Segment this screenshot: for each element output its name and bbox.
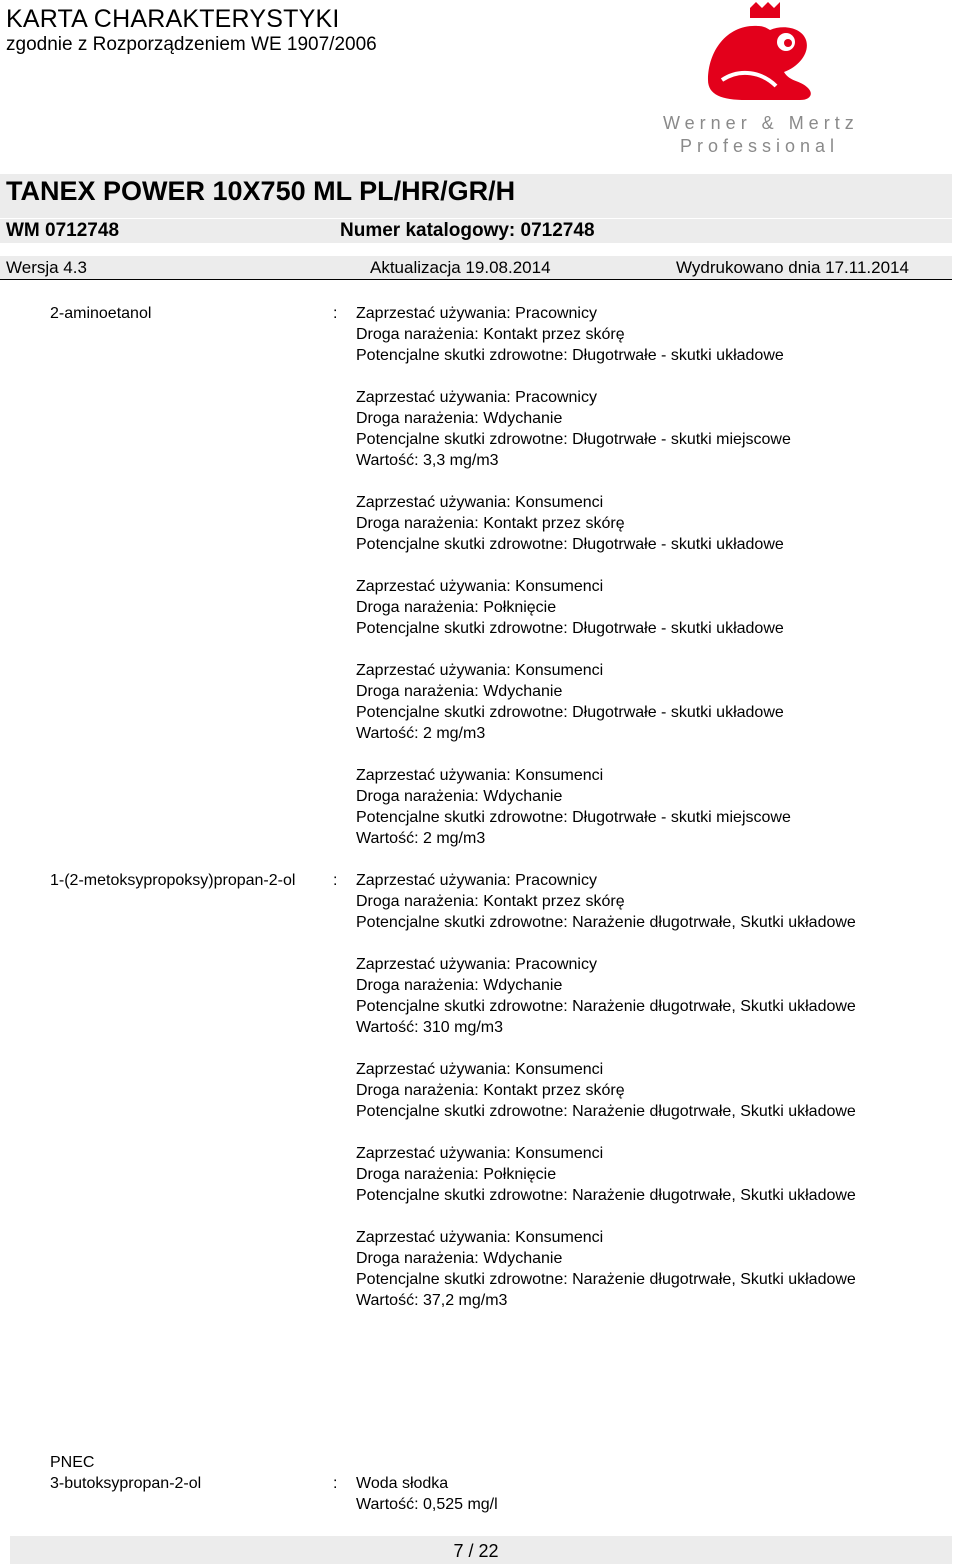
dnel-line: Wartość: 3,3 mg/m3 [356, 452, 499, 469]
dnel-line: Zaprzestać używania: Pracownicy [356, 956, 597, 973]
pnec-line: Wartość: 0,525 mg/l [356, 1496, 498, 1513]
product-name: TANEX POWER 10X750 ML PL/HR/GR/H [6, 176, 516, 206]
dnel-line: Zaprzestać używania: Pracownicy [356, 389, 597, 406]
dnel-block [356, 387, 856, 471]
dnel-line: Potencjalne skutki zdrowotne: Narażenie długotrwałe, Skutki układowe [356, 998, 856, 1015]
dnel-line: Potencjalne skutki zdrowotne: Narażenie długotrwałe, Skutki układowe [356, 914, 856, 931]
dnel-line: Zaprzestać używania: Konsumenci [356, 578, 604, 595]
dnel-block [356, 576, 856, 639]
dnel-line: Potencjalne skutki zdrowotne: Długotrwałe - skutki miejscowe [356, 431, 791, 448]
dnel-line: Wartość: 2 mg/m3 [356, 725, 486, 742]
substance-entry [0, 870, 960, 1311]
dnel-line: Potencjalne skutki zdrowotne: Narażenie długotrwałe, Skutki układowe [356, 1103, 856, 1120]
dnel-line: Wartość: 310 mg/m3 [356, 1019, 504, 1036]
wm-number: WM 0712748 [6, 220, 120, 241]
dnel-line: Wartość: 2 mg/m3 [356, 830, 486, 847]
svg-text:Professional: Professional [680, 136, 840, 156]
dnel-line: Potencjalne skutki zdrowotne: Długotrwałe - skutki układowe [356, 536, 784, 553]
dnel-line: Droga narażenia: Połknięcie [356, 1166, 557, 1183]
dnel-line: Zaprzestać używania: Konsumenci [356, 767, 604, 784]
print-date: Wydrukowano dnia 17.11.2014 [676, 258, 909, 277]
pnec-label: PNEC [50, 1454, 95, 1471]
frog-crown-icon [650, 0, 860, 160]
dnel-line: Droga narażenia: Wdychanie [356, 1250, 563, 1267]
dnel-block [356, 492, 856, 555]
werner-mertz-logo [650, 0, 860, 160]
substance-name: 3-butoksypropan-2-ol [50, 1475, 202, 1492]
pnec-entry [0, 1473, 960, 1515]
document-subtitle: zgodnie z Rozporządzeniem WE 1907/2006 [6, 34, 377, 55]
dnel-block [356, 765, 856, 849]
dnel-line: Droga narażenia: Kontakt przez skórę [356, 1082, 625, 1099]
substance-name: 2-aminoetanol [50, 305, 152, 322]
substance-entry [0, 303, 960, 849]
dnel-block [356, 1143, 856, 1206]
dnel-section [0, 303, 960, 1332]
dnel-line: Droga narażenia: Wdychanie [356, 788, 563, 805]
dnel-line: Droga narażenia: Wdychanie [356, 410, 563, 427]
dnel-block [356, 660, 856, 744]
dnel-line: Potencjalne skutki zdrowotne: Narażenie długotrwałe, Skutki układowe [356, 1187, 856, 1204]
dnel-line: Potencjalne skutki zdrowotne: Narażenie długotrwałe, Skutki układowe [356, 1271, 856, 1288]
dnel-line: Zaprzestać używania: Konsumenci [356, 662, 604, 679]
svg-text:Werner & Mertz: Werner & Mertz [663, 113, 859, 133]
separator-colon: : [333, 305, 338, 322]
dnel-line: Droga narażenia: Wdychanie [356, 977, 563, 994]
pnec-line: Woda słodka [356, 1475, 449, 1492]
dnel-line: Wartość: 37,2 mg/m3 [356, 1292, 508, 1309]
dnel-line: Zaprzestać używania: Pracownicy [356, 872, 597, 889]
dnel-line: Zaprzestać używania: Pracownicy [356, 305, 597, 322]
dnel-block [356, 954, 856, 1038]
update-date: Aktualizacja 19.08.2014 [370, 258, 551, 277]
dnel-block [356, 1227, 856, 1311]
substance-name: 1-(2-metoksypropoksy)propan-2-ol [50, 872, 296, 889]
dnel-line: Potencjalne skutki zdrowotne: Długotrwałe - skutki układowe [356, 620, 784, 637]
dnel-line: Droga narażenia: Kontakt przez skórę [356, 515, 625, 532]
dnel-line: Zaprzestać używania: Konsumenci [356, 1229, 604, 1246]
dnel-line: Zaprzestać używania: Konsumenci [356, 1061, 604, 1078]
separator-colon: : [333, 1475, 338, 1492]
dnel-line: Droga narażenia: Wdychanie [356, 683, 563, 700]
dnel-line: Zaprzestać używania: Konsumenci [356, 1145, 604, 1162]
dnel-block [356, 870, 856, 933]
dnel-block [356, 303, 856, 366]
page-number: 7 / 22 [453, 1541, 499, 1561]
separator-colon: : [333, 872, 338, 889]
dnel-block [356, 1059, 856, 1122]
dnel-line: Droga narażenia: Kontakt przez skórę [356, 326, 625, 343]
dnel-line: Droga narażenia: Połknięcie [356, 599, 557, 616]
catalog-number: Numer katalogowy: 0712748 [340, 220, 595, 241]
version: Wersja 4.3 [6, 258, 87, 277]
dnel-line: Droga narażenia: Kontakt przez skórę [356, 893, 625, 910]
dnel-line: Potencjalne skutki zdrowotne: Długotrwałe - skutki miejscowe [356, 809, 791, 826]
document-title: KARTA CHARAKTERYSTYKI [6, 5, 340, 33]
dnel-line: Zaprzestać używania: Konsumenci [356, 494, 604, 511]
dnel-line: Potencjalne skutki zdrowotne: Długotrwałe - skutki układowe [356, 347, 784, 364]
dnel-line: Potencjalne skutki zdrowotne: Długotrwałe - skutki układowe [356, 704, 784, 721]
